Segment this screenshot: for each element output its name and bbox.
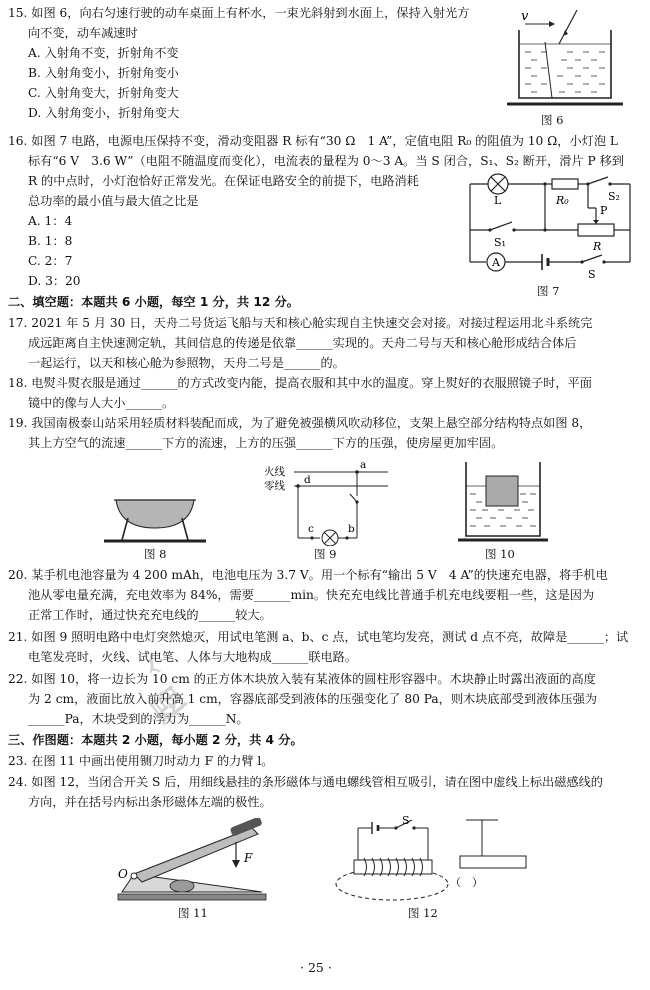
figure-8 xyxy=(100,488,210,549)
fig11-caption: 图 11 xyxy=(178,906,208,920)
page-number: · 25 · xyxy=(300,960,332,975)
q16-stem-line4: 总功率的最小值与最大值之比是 xyxy=(28,194,199,208)
q21-line1: 21. 如图 9 照明电路中电灯突然熄灭，用试电笔测 a、b、c 点，试电笔均发亮，测试 d 点不亮，故障是______；试 xyxy=(8,630,629,644)
q16-option-a: A. 1：4 xyxy=(28,214,73,228)
q15-option-a: A. 入射角不变，折射角不变 xyxy=(28,46,179,60)
q16-stem-line3: R 的中点时，小灯泡恰好正常发光。在保证电路安全的前提下，电路消耗 xyxy=(28,174,419,188)
fig7-s1-label: S₁ xyxy=(494,236,506,249)
q15-stem-line1: 15. 如图 6，向右匀速行驶的动车桌面上有杯水，一束光斜射到水面上，保持入射光方 xyxy=(8,6,470,20)
q15-option-d: D. 入射角变小，折射角变大 xyxy=(28,106,180,120)
fig7-ammeter-label: A xyxy=(492,256,500,269)
fig9-point-b: b xyxy=(348,523,355,535)
q16-option-c: C. 2：7 xyxy=(28,254,73,268)
fig11-force-label: F xyxy=(244,851,253,865)
fig8-caption: 图 8 xyxy=(144,547,167,561)
fig9-neutral-wire-label: 零线 xyxy=(264,480,285,492)
q16-option-b: B. 1：8 xyxy=(28,234,73,248)
figure-12 xyxy=(328,814,538,909)
q20-line2: 池从零电量充满，充电效率为 84%，需要______min。快充充电线比普通手机充电线要粗一些，这是因为 xyxy=(28,588,595,602)
q18-line1: 18. 电熨斗熨衣服是通过______的方式改变内能，提高衣服和其中水的温度。穿上熨好的衣服照镜子时，平面 xyxy=(8,376,592,390)
fig7-s2-label: S₂ xyxy=(608,190,620,203)
fig12-polarity-bracket: （ ） xyxy=(450,876,483,889)
fig9-point-a: a xyxy=(360,459,367,471)
fig11-pivot-label: O xyxy=(118,867,128,881)
q22-line2: 为 2 cm，液面比放入前升高 1 cm，容器底部受到液体的压强变化了 80 Pa，则木块底部受到液体压强为 xyxy=(28,692,598,706)
q19-line2: 其上方空气的流速______下方的流速，上方的压强______下方的压强，使房屋更加牢固。 xyxy=(28,436,504,450)
fig10-caption: 图 10 xyxy=(485,547,515,561)
figure-7 xyxy=(460,170,640,288)
fig12-caption: 图 12 xyxy=(408,906,438,920)
fig7-switch-label: S xyxy=(588,268,596,281)
fig6-velocity-label: v xyxy=(521,9,529,24)
q21-line2: 电笔发亮时，火线、试电笔、人体与大地构成______联电路。 xyxy=(28,650,358,664)
q22-line3: ______Pa，木块受到的浮力为______N。 xyxy=(28,712,249,726)
section-2-heading: 二、填空题：本题共 6 小题，每空 1 分，共 12 分。 xyxy=(8,295,299,309)
q16-stem-line2: 标有“6 V 3.6 W”（电阻不随温度而变化），电流表的量程为 0～3 A。当 S 闭合，S₁、S₂ 断开，滑片 P 移到 xyxy=(28,154,624,168)
q22-line1: 22. 如图 10，将一边长为 10 cm 的正方体木块放入装有某液体的圆柱形容器中。木块静止时露出液面的高度 xyxy=(8,672,596,686)
fig9-point-c: c xyxy=(308,523,314,535)
figure-11 xyxy=(112,818,272,909)
fig9-point-d: d xyxy=(304,474,311,486)
q18-line2: 镜中的像与人大小______。 xyxy=(28,396,175,410)
q17-line1: 17. 2021 年 5 月 30 日，天舟二号货运飞船与天和核心舱实现自主快速交会对接。对接过程运用北斗系统完 xyxy=(8,316,593,330)
fig7-rheostat-label: R xyxy=(593,240,602,253)
figure-6 xyxy=(505,2,625,113)
fig7-r0-label: R₀ xyxy=(556,194,569,207)
fig6-caption: 图 6 xyxy=(541,113,564,127)
fig7-slider-label: P xyxy=(600,204,608,217)
q24-line2: 方向，并在括号内标出条形磁体左端的极性。 xyxy=(28,795,272,809)
q15-option-c: C. 入射角变大，折射角变大 xyxy=(28,86,179,100)
q17-line3: 一起运行，以天和核心舱为参照物，天舟二号是______的。 xyxy=(28,356,345,370)
q15-stem-line2: 向不变，动车减速时 xyxy=(28,26,138,40)
q15-option-b: B. 入射角变小，折射角变小 xyxy=(28,66,179,80)
q17-line2: 成远距离自主快速测定轨，其间信息的传递是依靠______实现的。天舟二号与天和核心舱形成结合体后 xyxy=(28,336,577,350)
section-3-heading: 三、作图题：本题共 2 小题，每小题 2 分，共 4 分。 xyxy=(8,733,303,747)
q20-line3: 正常工作时，通过快充充电线的______较大。 xyxy=(28,608,272,622)
q16-option-d: D. 3：20 xyxy=(28,274,81,288)
q16-stem-line1: 16. 如图 7 电路，电源电压保持不变，滑动变阻器 R 标有“30 Ω 1 A”，定值电阻 R₀ 的阻值为 10 Ω，小灯泡 L xyxy=(8,134,618,148)
fig12-switch-label: S xyxy=(402,814,410,827)
fig9-live-wire-label: 火线 xyxy=(264,466,285,478)
q19-line1: 19. 我国南极泰山站采用轻质材料装配而成，为了避免被强横风吹动移位，支架上悬空部分结构特点如图 8， xyxy=(8,416,592,430)
fig7-lamp-label: L xyxy=(494,194,502,207)
figure-10 xyxy=(458,458,548,549)
figure-9 xyxy=(262,458,392,549)
fig7-caption: 图 7 xyxy=(537,284,560,298)
fig9-caption: 图 9 xyxy=(314,547,337,561)
q24-line1: 24. 如图 12，当闭合开关 S 后，用细线悬挂的条形磁体与通电螺线管相互吸引，请在图中虚线上标出磁感线的 xyxy=(8,775,603,789)
q20-line1: 20. 某手机电池容量为 4 200 mAh，电池电压为 3.7 V。用一个标有“输出 5 V 4 A”的快速充电器，将手机电 xyxy=(8,568,608,582)
q23-line: 23. 在图 11 中画出使用铡刀时动力 F 的力臂 l。 xyxy=(8,754,274,768)
